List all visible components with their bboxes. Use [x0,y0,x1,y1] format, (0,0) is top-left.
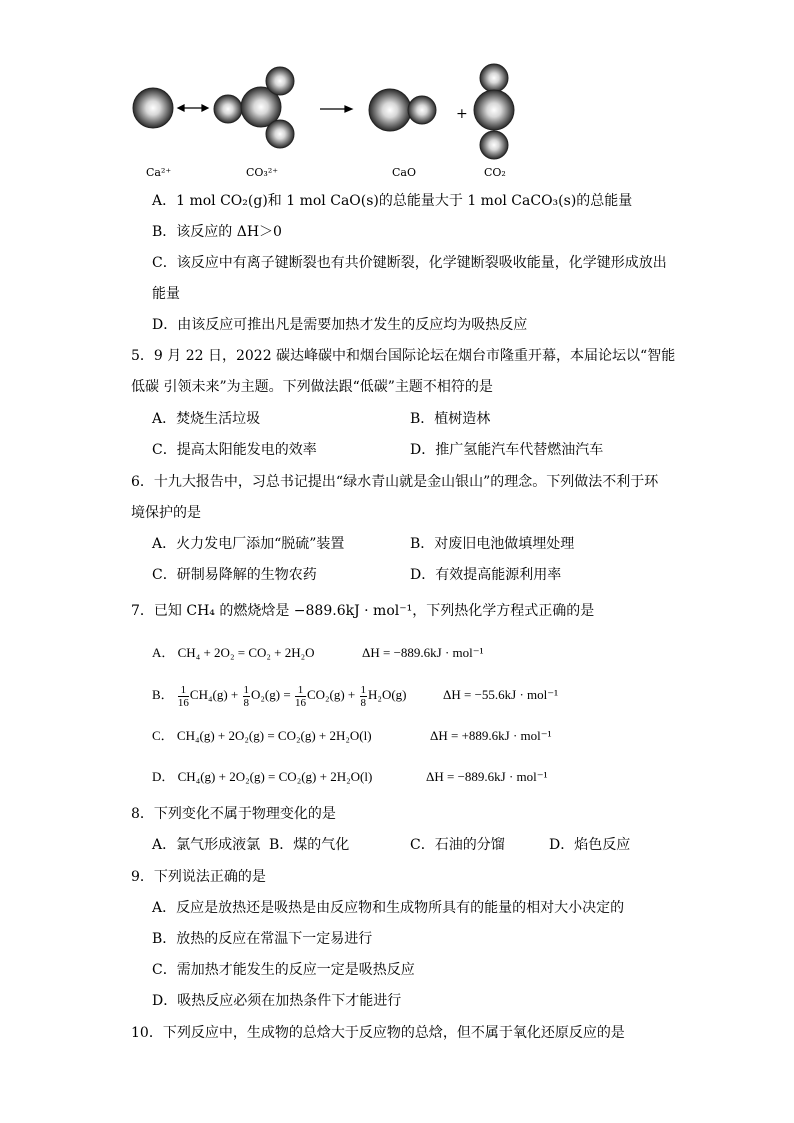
co3-oxygen-left [214,95,242,123]
q7-stem: 7．已知 CH₄ 的燃烧焓是 −889.6kJ · mol⁻¹，下列热化学方程式正确的是 [131,603,595,619]
term: CO₂(g) + [306,687,356,702]
q7-option-b-equation [152,680,407,710]
ca-ion-sphere [133,88,173,128]
q8-stem: 8．下列变化不属于物理变化的是 [131,806,336,822]
q7-option-b-label: B． [152,687,174,702]
q7-option-a-equation: A． CH₄ + 2O₂ = CO₂ + 2H₂O [152,645,315,660]
q5-option-a: A．焚烧生活垃圾 [152,411,261,427]
q6-option-c: C．研制易降解的生物农药 [152,567,317,583]
reaction-arrow [320,106,352,112]
cao-ca-sphere [369,89,411,131]
label-cao: CaO [392,166,416,179]
q6-stem-line1: 6．十九大报告中，习总书记提出“绿水青山就是金山银山”的理念。下列做法不利于环 [131,474,659,490]
q9-option-d: D．吸热反应必须在加热条件下才能进行 [152,993,402,1009]
denominator: 16 [177,696,189,709]
numerator: 1 [178,684,189,697]
q9-option-a: A．反应是放热还是吸热是由反应物和生成物所具有的能量的相对大小决定的 [152,900,625,916]
denominator: 16 [294,696,306,709]
q5-option-c: C．提高太阳能发电的效率 [152,442,317,458]
numerator: 1 [295,684,306,697]
fraction [295,684,306,709]
q8-option-c: C．石油的分馏 [410,837,505,853]
q6-option-d: D．有效提高能源利用率 [410,567,562,583]
co2-carbon-center [474,90,514,130]
reaction-figure [0,0,794,190]
co3-oxygen-top [266,67,294,95]
q9-stem: 9．下列说法正确的是 [131,869,266,885]
q4-option-c-line1: C．该反应中有离子键断裂也有共价键断裂，化学键断裂吸收能量，化学键形成放出 [152,255,667,271]
co2-oxygen-bottom [480,131,508,159]
q7-option-d-equation: D． CH₄(g) + 2O₂(g) = CO₂(g) + 2H₂O(l) [152,769,373,784]
q4-option-a: A．1 mol CO₂(g)和 1 mol CaO(s)的总能量大于 1 mol CaCO₃(s)的总能量 [152,193,633,209]
label-ca: Ca²⁺ [146,166,172,179]
label-co3: CO₃²⁺ [246,166,279,179]
q5-option-d: D．推广氢能汽车代替燃油汽车 [410,442,604,458]
q7-option-d-dh: ΔH = −889.6kJ · mol⁻¹ [426,769,548,784]
q4-option-b: B．该反应的 ΔH＞0 [152,224,282,240]
ionic-bond-arrow [178,105,208,111]
q7-option-a-dh: ΔH = −889.6kJ · mol⁻¹ [362,645,484,660]
q6-option-b: B．对废旧电池做填埋处理 [410,536,575,552]
q6-stem-line2: 境保护的是 [131,505,201,521]
term: H₂O(g) [368,687,407,702]
numerator: 1 [243,683,250,696]
term: O₂(g) = [251,687,291,702]
q5-stem-line1: 5．9 月 22 日，2022 碳达峰碳中和烟台国际论坛在烟台市隆重开幕，本届论坛以“智能 [131,348,676,364]
q9-option-c: C．需加热才能发生的反应一定是吸热反应 [152,962,415,978]
numerator: 1 [360,683,367,696]
q8-option-a: A．氯气形成液氯 [152,837,261,853]
denominator: 8 [243,696,250,709]
term: CH₄(g) + [189,687,239,702]
co3-oxygen-bottom [266,120,294,148]
q7-option-c-equation: C． CH₄(g) + 2O₂(g) = CO₂(g) + 2H₂O(l) [152,728,372,743]
fraction [178,684,189,709]
q8-option-b: B．煤的气化 [269,837,350,853]
denominator: 8 [360,696,367,709]
label-co2: CO₂ [484,166,506,179]
cao-o-sphere [408,96,436,124]
q6-option-a: A．火力发电厂添加“脱硫”装置 [152,536,345,552]
fraction [243,684,251,709]
q5-option-b: B．植树造林 [410,411,491,427]
q4-option-d: D．由该反应可推出凡是需要加热才发生的反应均为吸热反应 [152,317,528,333]
q10-stem: 10．下列反应中，生成物的总焓大于反应物的总焓，但不属于氧化还原反应的是 [131,1025,625,1041]
q5-stem-line2: 低碳 引领未来”为主题。下列做法跟“低碳”主题不相符的是 [131,379,493,395]
plus-sign: + [456,106,468,122]
q7-option-c-dh: ΔH = +889.6kJ · mol⁻¹ [430,728,552,743]
co2-oxygen-top [480,64,508,92]
fraction [360,684,368,709]
q4-option-c-line2: 能量 [152,286,180,302]
q7-option-b-dh: ΔH = −55.6kJ · mol⁻¹ [443,687,559,702]
q8-option-d: D．焰色反应 [549,837,631,853]
q9-option-b: B．放热的反应在常温下一定易进行 [152,931,373,947]
